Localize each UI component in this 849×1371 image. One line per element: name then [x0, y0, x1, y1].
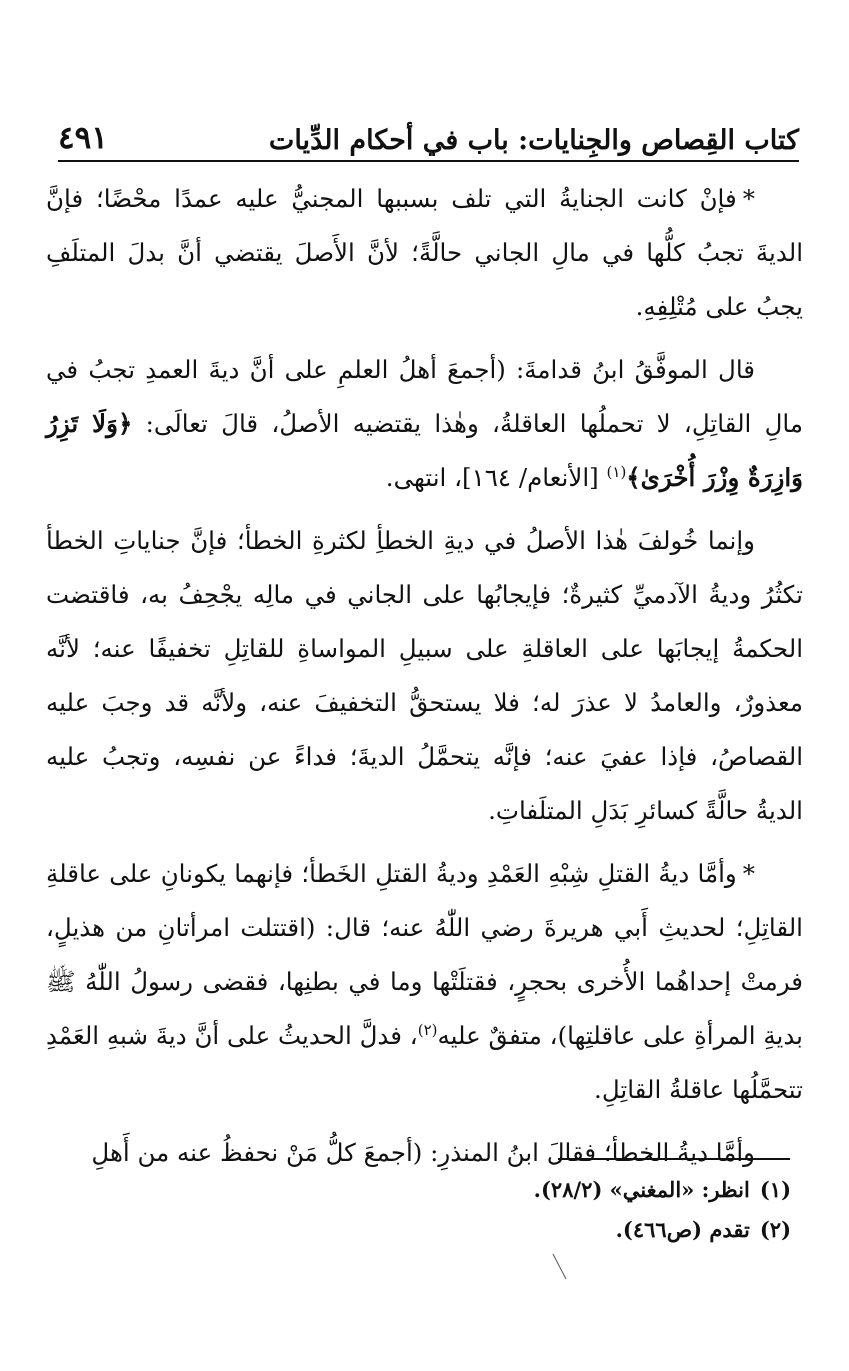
footnote-2-mark: (٢)	[759, 1217, 791, 1242]
page-number: ٤٩١	[58, 120, 108, 156]
footnote-rule	[558, 1158, 790, 1160]
paragraph-1-text: فإنْ كانت الجنايةُ التي تلف بسببها المجنيُّ عليه عمدًا محْضًا؛ فإنَّ الديةَ تجبُ كلُّها في مالِ الجاني حالَّةً؛ لأنَّ الأَصلَ يقتضي أنَّ بدلَ المتلَفِ يجبُ على مُتْلِفِهِ.	[46, 184, 803, 321]
paragraph-1	[46, 172, 803, 334]
paragraph-3	[46, 514, 803, 838]
footnote-2-text: تقدم (ص٤٦٦).	[615, 1217, 750, 1242]
footnote-ref-1[interactable]: (١)	[606, 462, 627, 481]
paragraph-2-text: قال الموفَّقُ ابنُ قدامةَ: (أجمعَ أهلُ العلمِ على أنَّ ديةَ العمدِ تجبُ في مالِ القاتِلِ، لا تحملُها العاقلةُ، وهٰذا يقتضيه الأصلُ، قالَ تعالَى:	[46, 355, 803, 438]
footnotes	[200, 1170, 791, 1250]
main-text	[46, 172, 803, 1189]
paragraph-4-text: وأمَّا ديةُ القتلِ شِبْهِ العَمْدِ وديةُ القتلِ الخَطأ؛ فإنهما يكونانِ على عاقلةِ القاتِلِ؛ لحديثِ أَبي هريرةَ رضي اللّٰهُ عنه؛ قال: (اقتتلت امرأتانِ من هذيلٍ، فرمتْ إحداهُما الأُخرى بحجرٍ، فقتلَتْها وما في بطنِها، فقضى رسولُ اللّٰهُ ﷺ بديةِ المرأةِ على عاقلتِها)، متفقٌ عليه	[46, 859, 803, 1050]
bullet-mark: *	[742, 859, 755, 888]
paragraph-2	[46, 343, 803, 505]
paragraph-4-tail: ، فدلَّ الحديثُ على أنَّ ديةَ شبهِ العَمْدِ تتحمَّلُها عاقلةُ القاتِلِ.	[46, 1021, 803, 1104]
stray-pen-mark	[551, 1252, 569, 1282]
quran-verse: ﴿وَلَا تَزِرُ وَازِرَةٌ وِزْرَ أُخْرَىٰ﴾	[46, 409, 803, 492]
footnote-1-text: انظر: «المغني» (٢٨/٢).	[533, 1177, 750, 1202]
header-rule	[58, 160, 799, 162]
footnote-ref-2[interactable]: (٢)	[417, 1020, 438, 1039]
paragraph-3-text: وإنما خُولفَ هٰذا الأصلُ في ديةِ الخطأِ لكثرةِ الخطأ؛ فإنَّ جناياتِ الخطأ تكثُرُ وديةُ الآدميِّ كثيرةٌ؛ فإيجابُها على الجاني في مالِه يجْحِفُ به، فاقتضت الحكمةُ إيجابَها على العاقلةِ على سبيلِ المواساةِ للقاتِلِ تخفيفًا عنه؛ لأنَّه معذورٌ، والعامدُ لا عذرَ له؛ فلا يستحقُّ التخفيفَ عنه، ولأنَّه قد وجبَ عليه القصاصُ، فإذا عفيَ عنه؛ فإنَّه يتحمَّلُ الديةَ؛ فداءً عن نفسِه، وتجبُ عليه الديةُ حالَّةً كسائرِ بَدَلِ المتلَفاتِ.	[46, 526, 803, 825]
paragraph-5-text: وأمَّا ديةُ الخطأ؛ فقالَ ابنُ المنذرِ: (أجمعَ كلُّ مَنْ نحفظُ عنه من أَهلِ	[91, 1138, 755, 1167]
paragraph-4	[46, 847, 803, 1117]
footnote-1-mark: (١)	[759, 1177, 791, 1202]
page-header	[58, 112, 799, 162]
paragraph-2-tail: [الأنعام/ ١٦٤]، انتهى.	[385, 463, 599, 492]
bullet-mark: *	[742, 184, 755, 213]
footnote-1	[200, 1170, 791, 1210]
footnote-2	[200, 1210, 791, 1250]
running-title: كتاب القِصاص والجِنايات: باب في أحكام الدِّيات	[268, 125, 799, 156]
